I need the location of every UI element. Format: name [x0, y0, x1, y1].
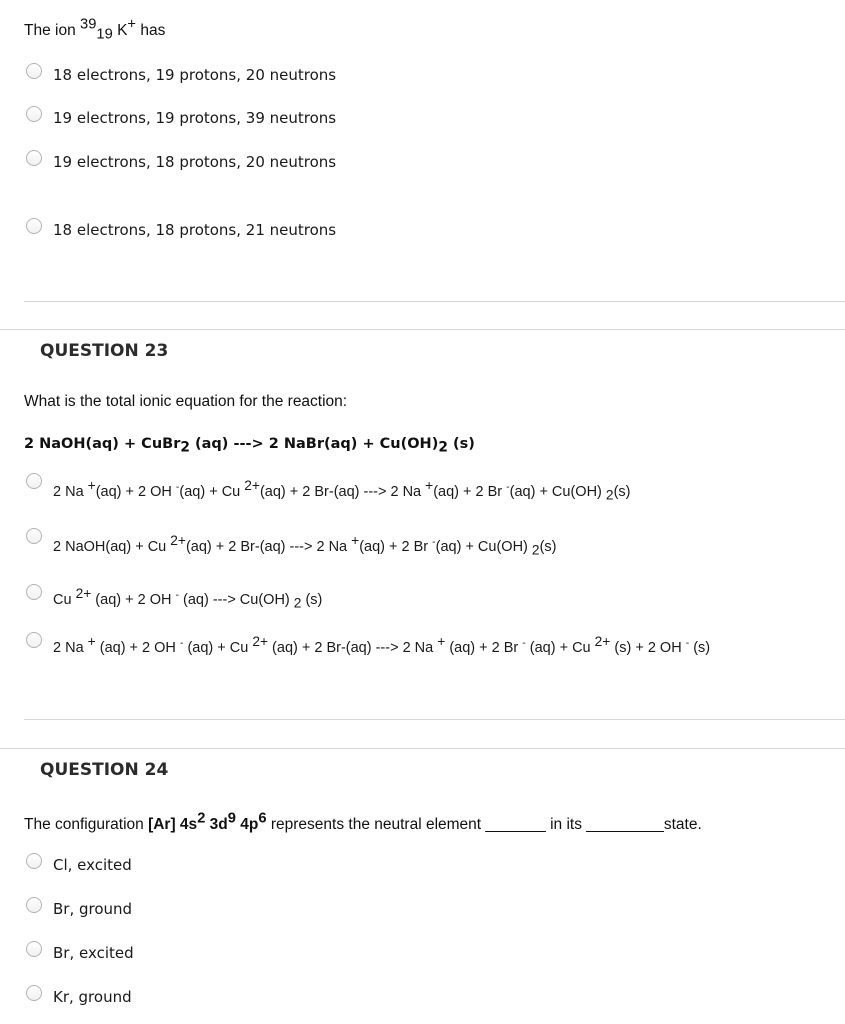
radio-button[interactable]: [26, 106, 42, 122]
option-label: 19 electrons, 19 protons, 39 neutrons: [53, 109, 337, 127]
option-label: 18 electrons, 18 protons, 21 neutrons: [53, 221, 337, 239]
radio-button[interactable]: [26, 897, 42, 913]
q22-stem: The ion $^{39}_{19}$ K+ has: [24, 16, 166, 43]
radio-button[interactable]: [26, 63, 42, 79]
atomic-number: 19: [96, 26, 113, 43]
option-label: Cu $^{2+}$ (aq) + 2 OH - (aq) ---> Cu(OH) $_2$ (s): [53, 585, 323, 611]
radio-button[interactable]: [26, 218, 42, 234]
question-prompt: What is the total ionic equation for the reaction:: [24, 393, 348, 410]
radio-button[interactable]: [26, 528, 42, 544]
radio-button[interactable]: [26, 473, 42, 489]
divider: [24, 301, 845, 302]
radio-button[interactable]: [26, 985, 42, 1001]
mass-number: 39: [80, 16, 97, 33]
option-label: Kr, ground: [53, 988, 132, 1006]
radio-button[interactable]: [26, 941, 42, 957]
reaction-equation: 2 NaOH(aq) + CuBr$_2$ (aq) ---> 2 NaBr(aq) + $Cu(OH)_2$ (s): [24, 436, 475, 456]
option-label: Br, excited: [53, 944, 134, 962]
ion-charge: +: [127, 16, 137, 33]
radio-button[interactable]: [26, 632, 42, 648]
option-label: 2 Na +(aq) + 2 OH -(aq) + Cu $^{2+}$(aq) + 2 Br-(aq) ---> 2 Na +(aq) + 2 Br -(aq) + Cu(OH) $_2$(s): [53, 477, 631, 503]
blank: _________: [586, 816, 664, 833]
question-prompt: The configuration [Ar] $4s^2$ $3d^9$ $4p^6$ represents the neutral element _______ in its _________state.: [24, 810, 702, 833]
radio-button[interactable]: [26, 584, 42, 600]
option-label: Br, ground: [53, 900, 133, 918]
divider: [0, 329, 845, 330]
option-label: 2 Na + (aq) + 2 OH - (aq) + Cu $^{2+}$ (aq) + 2 Br-(aq) ---> 2 Na + (aq) + 2 Br - (aq) + Cu $^{2+}$ (s) + 2 OH - (s): [53, 633, 711, 656]
blank: _______: [485, 816, 546, 833]
option-label: 19 electrons, 18 protons, 20 neutrons: [53, 153, 337, 171]
option-label: 18 electrons, 19 protons, 20 neutrons: [53, 66, 337, 84]
option-label: 2 NaOH(aq) + Cu $^{2+}$(aq) + 2 Br-(aq) ---> 2 Na +(aq) + 2 Br -(aq) + Cu(OH) $_2$(s): [53, 532, 557, 558]
question-heading: QUESTION 24: [40, 760, 169, 780]
divider: [0, 748, 845, 749]
radio-button[interactable]: [26, 853, 42, 869]
question-heading: QUESTION 23: [40, 341, 169, 361]
option-label: Cl, excited: [53, 856, 132, 874]
radio-button[interactable]: [26, 150, 42, 166]
divider: [24, 719, 845, 720]
